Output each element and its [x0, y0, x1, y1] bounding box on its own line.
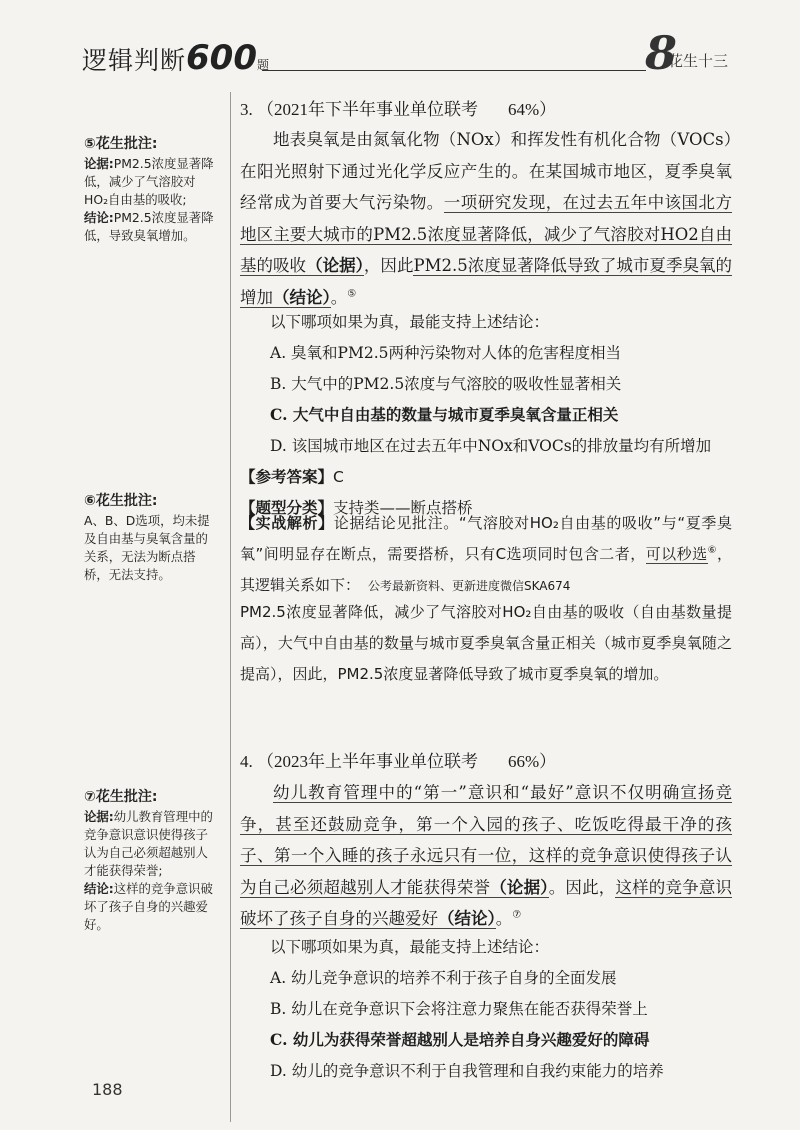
q4-stem: 幼儿教育管理中的“第一”意识和“最好”意识不仅明确宣扬竞争，甚至还鼓励竞争，第一个入园的孩子、吃饭吃得最干净的孩子、第一个入睡的孩子永远只有一位，这样的竞争意识使得孩子认为自己必须超越别人才能获得荣誉（论据）。因此，这样的竞争意识破坏了孩子自身的兴趣爱好（结论）。⑦: [240, 783, 733, 928]
q3-stem: 地表臭氧是由氮氧化物（NOx）和挥发性有机化合物（VOCs）在阳光照射下通过光化学反应产生的。在某国城市地区，夏季臭氧经常成为首要大气污染物。一项研究发现，在过去五年中该国北方地区主要大城市的PM2.5浓度显著降低，减少了气溶胶对HO2自由基的吸收（论据），因此PM2.5浓度显著降低导致了城市夏季臭氧的增加（结论）。⑤: [240, 130, 733, 307]
page-number: 188: [92, 1080, 123, 1099]
column-divider: [230, 92, 231, 1122]
q3-option-a: A. 臭氧和PM2.5两种污染物对人体的危害程度相当: [270, 344, 621, 362]
q3-analysis: 【实战解析】论据结论见批注。“气溶胶对HO₂自由基的吸收”与“夏季臭氧”间明显存在断点，需要搭桥，只有C选项同时包含二者，可以秒选⑥，其逻辑关系如下： 公考最新资料、更新进度微信SKA674: [240, 514, 733, 594]
q4-question: 以下哪项如果为真，最能支持上述结论：: [270, 938, 550, 956]
book-title-number: 600: [186, 38, 257, 78]
q4-conclusion: 这样的竞争意识破坏了孩子自身的兴趣爱好: [240, 877, 733, 928]
note-5-title: ⑤花生批注:: [84, 136, 158, 152]
note-7-evidence: 论据:幼儿教育管理中的竞争意识意识使得孩子认为自己必须超越别人才能获得荣誉;: [84, 809, 213, 878]
q3-option-c: C. 大气中自由基的数量与城市夏季臭氧含量正相关: [270, 405, 619, 424]
note-7-conclusion: 结论:这样的竞争意识破坏了孩子自身的兴趣爱好。: [84, 881, 213, 932]
note-5-evidence: 论据:PM2.5浓度显著降低，减少了气溶胶对HO₂自由基的吸收;: [84, 156, 214, 207]
q4-option-b: B. 幼儿在竞争意识下会将注意力聚焦在能否获得荣誉上: [270, 1000, 648, 1018]
book-title: [82, 38, 270, 78]
q3-number: 3.: [240, 100, 253, 119]
note-5-conclusion: 结论:PM2.5浓度显著降低，导致臭氧增加。: [84, 210, 214, 243]
q3-heading: [240, 95, 556, 120]
note-7-title: ⑦花生批注:: [84, 789, 158, 805]
q4-option-a: A. 幼儿竞争意识的培养不利于孩子自身的全面发展: [270, 969, 617, 987]
q4-number: 4.: [240, 752, 253, 771]
book-title-prefix: 逻辑判断: [82, 46, 187, 75]
q3-source: （2021年下半年事业单位联考: [257, 100, 478, 119]
q3-answer-value: C: [333, 468, 344, 486]
q4-option-c: C. 幼儿为获得荣誉超越别人是培养自身兴趣爱好的障碍: [270, 1030, 650, 1049]
q4-rate: 66%）: [508, 752, 557, 771]
book-title-suffix: 题: [257, 58, 271, 72]
brand-logo-mark: 8: [645, 26, 678, 80]
q3-conclusion: PM2.5浓度显著降低导致了城市夏季臭氧的增加: [240, 256, 733, 307]
q3-rate: 64%）: [508, 100, 557, 119]
q3-option-d: D. 该国城市地区在过去五年中NOx和VOCs的排放量均有所增加: [270, 437, 712, 455]
header-rule: [262, 70, 646, 71]
watermark-text: 公考最新资料、更新进度微信SKA674: [368, 579, 571, 593]
sidebar-note-7: [84, 788, 219, 934]
sidebar-note-5: [84, 135, 219, 245]
q4-option-d: D. 幼儿的竞争意识不利于自我管理和自我约束能力的培养: [270, 1062, 664, 1080]
q4-heading: [240, 747, 556, 772]
q3-option-b: B. 大气中的PM2.5浓度与气溶胶的吸收性显著相关: [270, 375, 622, 393]
sidebar-note-6: [84, 492, 219, 584]
q4-source: （2023年上半年事业单位联考: [257, 752, 478, 771]
q3-evidence: 一项研究发现，在过去五年中该国北方地区主要大城市的PM2.5浓度显著降低，减少了气溶胶对HO2自由基的吸收: [240, 193, 733, 275]
brand-name: 花生十三: [668, 52, 729, 70]
q3-answer: 【参考答案】C: [240, 468, 344, 486]
note-6-text: A、B、D选项，均未提及自由基与臭氧含量的关系，无法为断点搭桥，无法支持。: [84, 513, 210, 582]
q3-type: 【题型分类】支持类——断点搭桥: [240, 499, 473, 517]
note-6-title: ⑥花生批注:: [84, 493, 158, 509]
q3-logic-chain: PM2.5浓度显著降低，减少了气溶胶对HO₂自由基的吸收（自由基数量提高），大气中自由基的数量与城市夏季臭氧含量正相关（城市夏季臭氧随之提高），因此，PM2.5浓度显著降低导致了城市夏季臭氧的增加。: [240, 603, 732, 683]
q4-evidence: 幼儿教育管理中的“第一”意识和“最好”意识不仅明确宣扬竞争，甚至还鼓励竞争，第一个入园的孩子、吃饭吃得最干净的孩子、第一个入睡的孩子永远只有一位，这样的竞争意识使得孩子认为自己必须超越别人才能获得荣誉: [240, 783, 732, 897]
q3-question: 以下哪项如果为真，最能支持上述结论：: [270, 313, 550, 331]
q4-note-ref: ⑦: [512, 909, 522, 921]
q3-note-ref: ⑤: [347, 288, 357, 299]
